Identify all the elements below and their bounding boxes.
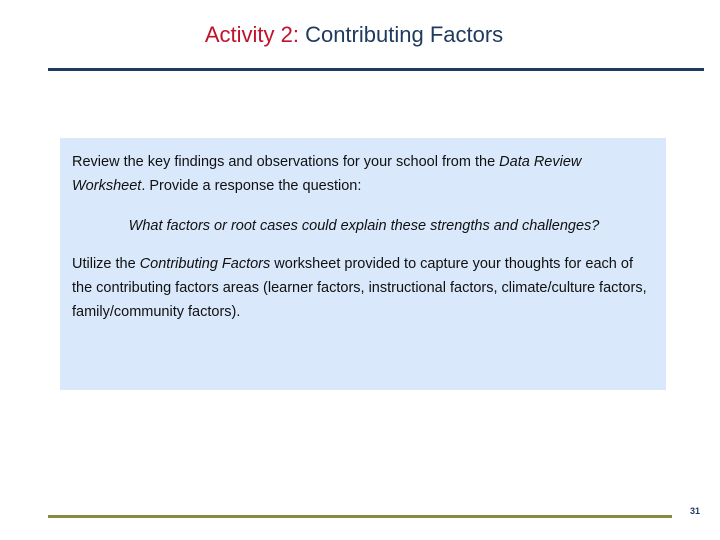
footer-divider xyxy=(48,515,672,518)
intro-text: Review the key findings and observations for your school from the xyxy=(72,154,500,170)
intro-worksheet-name: Data Review Worksheet xyxy=(72,154,582,194)
intro-suffix: . Provide a response the question: xyxy=(141,178,362,194)
content-box xyxy=(60,138,666,390)
intro-paragraph xyxy=(72,150,656,198)
slide-title xyxy=(0,20,708,50)
title-main: Contributing Factors xyxy=(305,22,504,47)
instruction-prefix: Utilize the xyxy=(72,256,140,272)
guiding-question: What factors or root cases could explain these strengths and challenges? xyxy=(128,218,600,234)
instruction-paragraph xyxy=(72,252,656,324)
title-prefix: Activity 2: xyxy=(204,22,299,47)
instruction-suffix: worksheet provided to capture your thoughts for each of the contributing factors areas (learner factors, instructional factors, climate/culture factors, family/community factors). xyxy=(72,256,647,320)
instruction-worksheet-name: Contributing Factors xyxy=(139,256,271,272)
title-divider xyxy=(48,68,704,71)
page-number: 31 xyxy=(690,506,701,516)
